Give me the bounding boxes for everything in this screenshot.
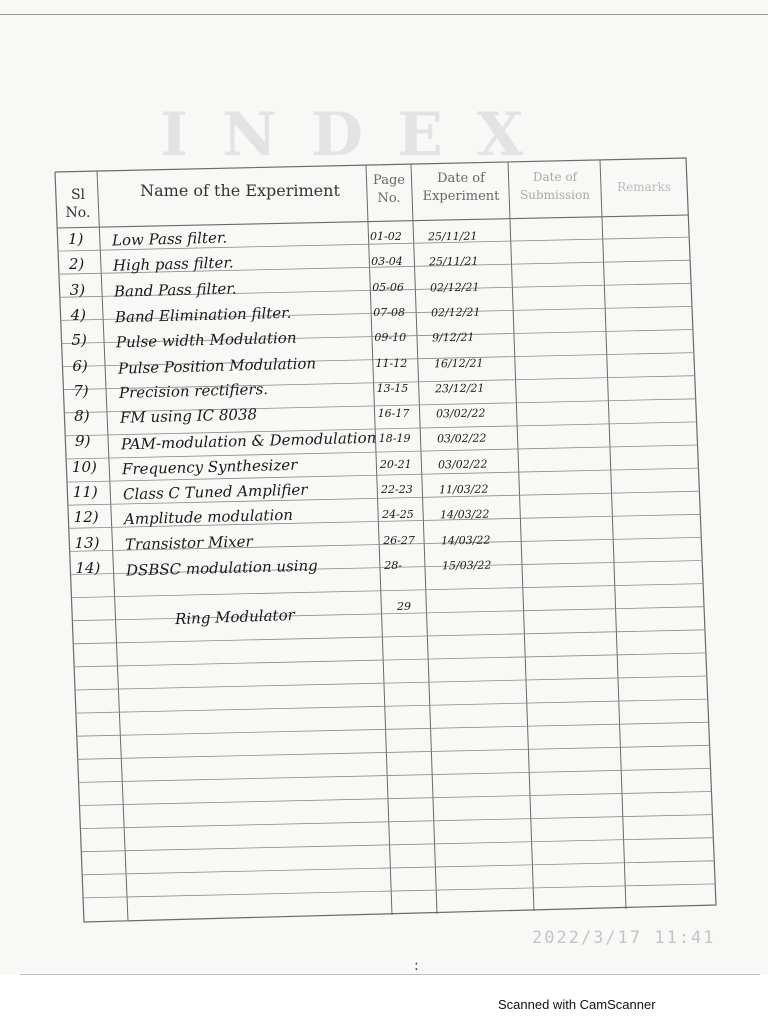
row-sl-number: 4) bbox=[70, 305, 87, 324]
row-14-name-continuation: Ring Modulator bbox=[174, 605, 296, 629]
camscanner-footer: Scanned with CamScanner bbox=[498, 997, 656, 1012]
row-page-numbers: 18-19 bbox=[378, 432, 411, 446]
row-page-numbers: 20-21 bbox=[379, 457, 412, 471]
row-page-numbers: 26-27 bbox=[383, 533, 415, 547]
row-experiment-date: 16/12/21 bbox=[433, 356, 484, 370]
row-14-page-continuation: 29 bbox=[397, 600, 411, 613]
row-page-numbers: 28- bbox=[384, 558, 403, 572]
row-experiment-name: Precision rectifiers. bbox=[118, 379, 268, 402]
table-rule bbox=[72, 607, 704, 621]
row-experiment-date: 9/12/21 bbox=[432, 330, 475, 345]
row-page-numbers: 03-04 bbox=[371, 255, 403, 269]
row-sl-number: 11) bbox=[72, 483, 98, 501]
row-experiment-date: 14/03/22 bbox=[441, 533, 491, 548]
row-sl-number: 2) bbox=[68, 255, 85, 274]
table-rule bbox=[76, 699, 708, 713]
row-sl-number: 8) bbox=[74, 407, 90, 426]
row-page-numbers: 01-02 bbox=[370, 230, 402, 243]
table-rule bbox=[83, 884, 715, 898]
row-experiment-name: Band Elimination filter. bbox=[115, 303, 292, 327]
row-page-numbers: 16-17 bbox=[377, 407, 410, 421]
row-page-numbers: 09-10 bbox=[374, 331, 407, 345]
table-rule bbox=[75, 676, 707, 690]
row-page-numbers: 11-12 bbox=[375, 356, 408, 370]
header-experiment-name: Name of the Experiment bbox=[140, 181, 340, 200]
row-sl-number: 3) bbox=[69, 280, 86, 299]
table-rule bbox=[73, 630, 705, 644]
row-sl-number: 14) bbox=[75, 558, 101, 577]
row-experiment-name: Amplitude modulation bbox=[123, 506, 294, 529]
row-experiment-name: High pass filter. bbox=[112, 253, 234, 275]
page-mark: : bbox=[414, 958, 419, 974]
index-watermark-title: INDEX bbox=[160, 100, 558, 170]
row-experiment-name: Class C Tuned Amplifier bbox=[122, 480, 308, 504]
row-page-numbers: 05-06 bbox=[372, 280, 404, 294]
row-sl-number: 1) bbox=[68, 230, 84, 248]
table-rule bbox=[80, 815, 712, 829]
table-rule bbox=[81, 838, 713, 852]
table-rule bbox=[79, 768, 711, 782]
row-experiment-date: 02/12/21 bbox=[430, 280, 480, 295]
table-rule bbox=[80, 792, 712, 806]
row-page-numbers: 07-08 bbox=[373, 305, 406, 319]
row-sl-number: 9) bbox=[75, 432, 91, 451]
header-date-of-submission: Date of Submission bbox=[520, 170, 590, 202]
row-experiment-name: Low Pass filter. bbox=[111, 228, 228, 250]
row-sl-number: 13) bbox=[74, 533, 100, 552]
row-page-numbers: 22-23 bbox=[381, 483, 413, 496]
table-rule bbox=[82, 861, 714, 875]
row-page-numbers: 24-25 bbox=[382, 508, 414, 522]
row-experiment-date: 14/03/22 bbox=[439, 507, 490, 522]
row-experiment-date: 25/11/21 bbox=[428, 254, 479, 269]
row-experiment-name: Pulse width Modulation bbox=[116, 328, 298, 352]
row-experiment-date: 03/02/22 bbox=[437, 457, 488, 472]
row-sl-number: 6) bbox=[72, 356, 88, 375]
table-rule bbox=[78, 745, 710, 759]
table-rule bbox=[77, 722, 709, 736]
row-experiment-name: FM using IC 8038 bbox=[119, 405, 257, 427]
row-page-numbers: 13-15 bbox=[376, 381, 409, 395]
row-experiment-name: Pulse Position Modulation bbox=[117, 353, 316, 378]
row-experiment-name: PAM-modulation & Demodulation bbox=[120, 429, 377, 454]
scan-timestamp: 2022/3/17 11:41 bbox=[532, 928, 716, 948]
table-rule bbox=[71, 584, 703, 598]
row-experiment-date: 25/11/21 bbox=[427, 229, 478, 244]
row-sl-number: 12) bbox=[73, 508, 99, 527]
row-experiment-date: 03/02/22 bbox=[436, 431, 487, 446]
row-experiment-date: 11/03/22 bbox=[438, 482, 489, 497]
row-experiment-date: 23/12/21 bbox=[434, 381, 485, 396]
row-experiment-date: 03/02/22 bbox=[435, 406, 486, 421]
row-experiment-date: 02/12/21 bbox=[431, 305, 481, 320]
row-experiment-name: Transistor Mixer bbox=[124, 531, 254, 554]
row-experiment-date: 15/03/22 bbox=[442, 558, 492, 573]
header-date-of-experiment: Date of Experiment bbox=[422, 171, 500, 204]
header-remarks: Remarks bbox=[617, 180, 671, 194]
table-rule bbox=[74, 653, 706, 667]
row-experiment-name: DSBSC modulation using bbox=[126, 556, 319, 580]
header-sl-no: Sl No. bbox=[65, 187, 91, 221]
row-sl-number: 5) bbox=[71, 331, 87, 350]
row-sl-number: 7) bbox=[73, 381, 89, 400]
row-sl-number: 10) bbox=[71, 457, 97, 476]
row-experiment-name: Frequency Synthesizer bbox=[121, 455, 298, 478]
row-experiment-name: Band Pass filter. bbox=[113, 278, 237, 301]
header-page-no: Page No. bbox=[373, 173, 405, 206]
